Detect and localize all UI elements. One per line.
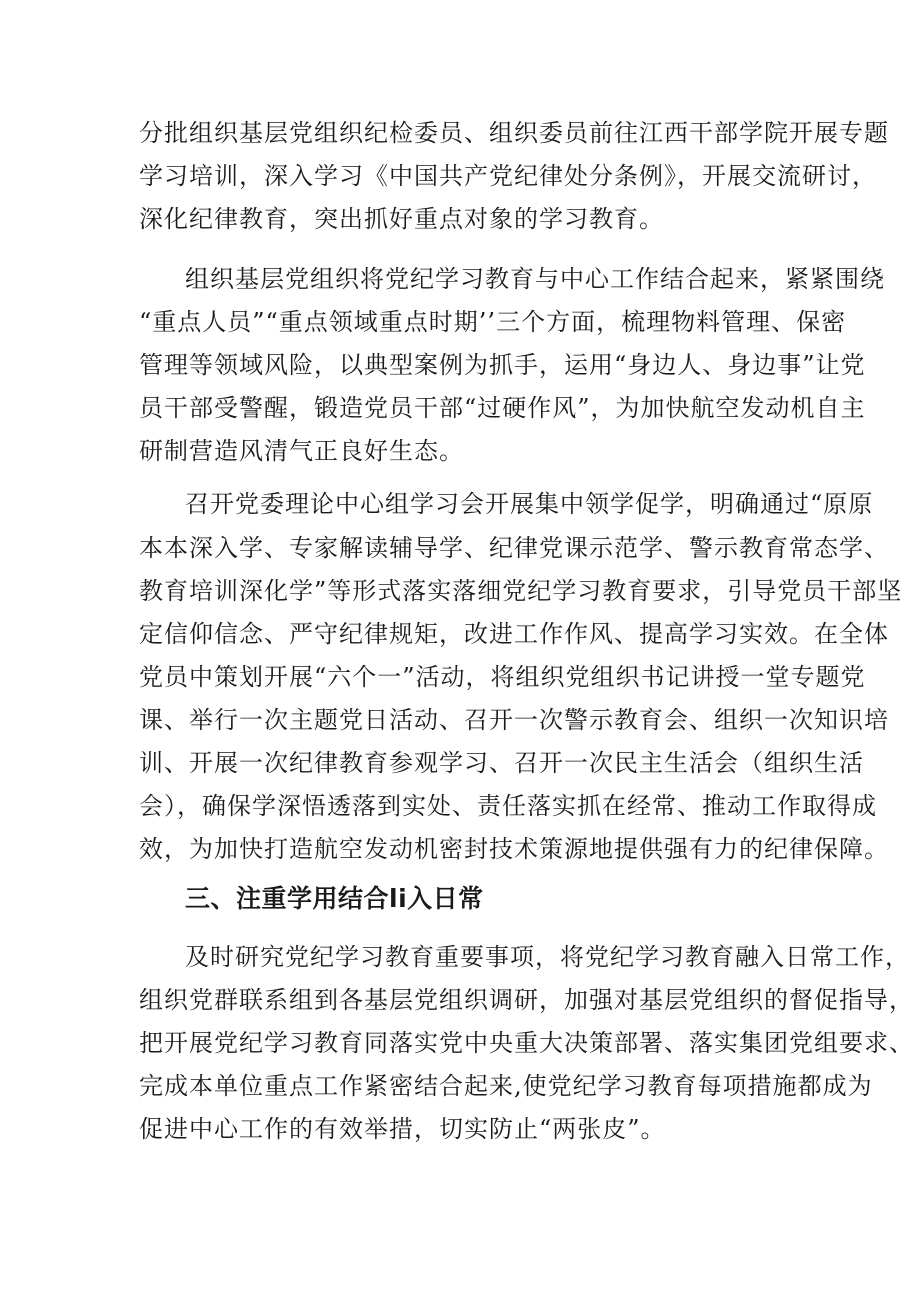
paragraph-1-line-1: 分批组织基层党组织纪检委员、组织委员前往江西干部学院开展专题	[139, 119, 889, 147]
paragraph-2-line-2: “重点人员”“重点领域重点时期’’三个方面，梳理物料管理、保密	[139, 308, 847, 336]
paragraph-3-line-4: 定信仰信念、严守纪律规矩，改进工作作风、提高学习实效。在全体	[139, 620, 889, 648]
paragraph-1-line-2: 学习培训，深入学习《中国共产党纪律处分条例》，开展交流研讨，	[139, 162, 877, 190]
paragraph-3-line-5: 党员中策划开展“六个一”活动，将组织党组织书记讲授一堂专题党	[139, 663, 866, 691]
paragraph-3-line-1: 召开党委理论中心组学习会开展集中领学促学，明确通过“原原	[185, 490, 874, 518]
paragraph-3-line-9: 效，为加快打造航空发动机密封技术策源地提供强有力的纪律保障。	[139, 835, 889, 863]
section-paragraph-line-1: 及时研究党纪学习教育重要事项，将党纪学习教育融入日常工作，	[185, 943, 910, 971]
paragraph-2-line-4: 员干部受警醒，锻造党员干部“过硬作风”，为加快航空发动机自主	[139, 394, 866, 422]
section-paragraph-line-5: 促进中心工作的有效举措，切实防止“两张皮”。	[139, 1115, 666, 1143]
section-paragraph-line-2: 组织党群联系组到各基层党组织调研，加强对基层党组织的督促指导，	[139, 986, 914, 1014]
paragraph-2-line-5: 研制营造风清气正良好生态。	[139, 437, 464, 465]
paragraph-2-line-1: 组织基层党组织将党纪学习教育与中心工作结合起来，紧紧围绕	[185, 265, 885, 293]
paragraph-3-line-7: 训、开展一次纪律教育参观学习、召开一次民主生活会（组织生活	[139, 749, 864, 777]
section-heading: 三、注重学用结合li入日常	[185, 884, 484, 913]
paragraph-2-line-3: 管理等领域风险，以典型案例为抓手，运用“身边人、身边事”让党	[139, 351, 866, 379]
paragraph-3-line-6: 课、举行一次主题党日活动、召开一次警示教育会、组织一次知识培	[139, 706, 889, 734]
paragraph-3-line-8: 会），确保学深悟透落到实处、责任落实抓在经常、推动工作取得成	[139, 792, 877, 820]
section-paragraph-line-3: 把开展党纪学习教育同落实党中央重大决策部署、落实集团党组要求、	[139, 1029, 914, 1057]
paragraph-1-line-3: 深化纪律教育，突出抓好重点对象的学习教育。	[139, 205, 664, 233]
paragraph-3-line-2: 本本深入学、专家解读辅导学、纪律党课示范学、警示教育常态学、	[139, 534, 889, 562]
paragraph-3-line-3: 教育培训深化学”等形式落实落细党纪学习教育要求，引导党员干部坚	[139, 577, 903, 605]
section-paragraph-line-4: 完成本单位重点工作紧密结合起来,使党纪学习教育每项措施都成为	[139, 1072, 873, 1100]
